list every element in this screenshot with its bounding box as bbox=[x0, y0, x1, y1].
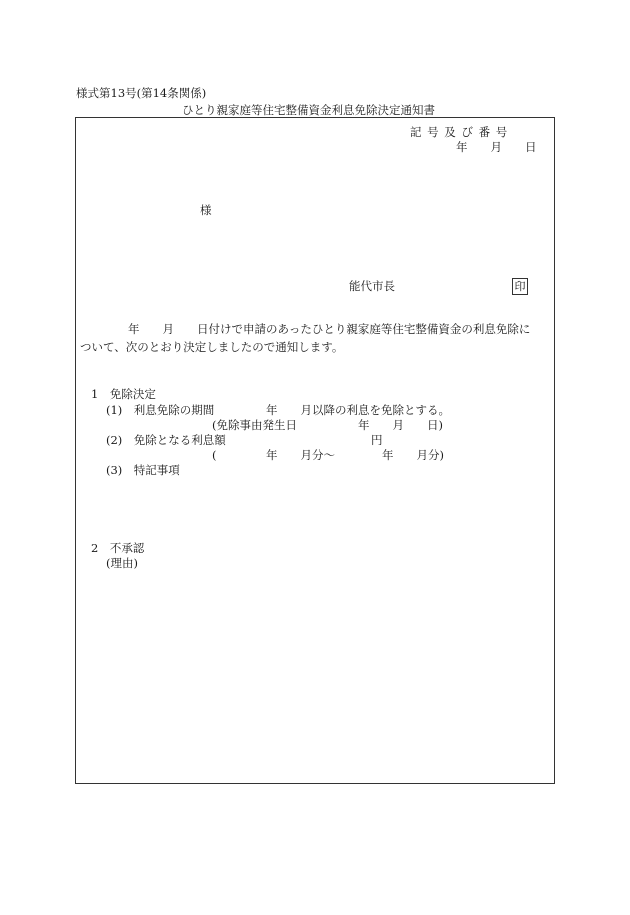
item2-unit: 円 bbox=[371, 433, 383, 447]
form-label: 様式第13号(第14条関係) bbox=[76, 86, 207, 100]
item1-text: 年 月以降の利息を免除とする。 bbox=[266, 403, 450, 417]
body-line-2: ついて、次のとおり決定しましたので通知します。 bbox=[80, 340, 344, 354]
document-title: ひとり親家庭等住宅整備資金利息免除決定通知書 bbox=[182, 103, 435, 117]
body-line-1: 年 月 日付けで申請のあったひとり親家庭等住宅整備資金の利息免除に bbox=[128, 322, 531, 336]
item2-sub-from: 年 月分〜 bbox=[266, 448, 335, 462]
item2-sub-open: ( bbox=[212, 448, 217, 462]
date-label: 年 月 日 bbox=[456, 140, 537, 154]
addressee-suffix: 様 bbox=[200, 203, 212, 217]
item1-label: (1) 利息免除の期間 bbox=[106, 403, 215, 417]
item2-sub-to: 年 月分) bbox=[382, 448, 444, 462]
item3-label: (3) 特記事項 bbox=[106, 463, 180, 477]
section1-heading: 1 免除決定 bbox=[91, 387, 156, 401]
item2-label: (2) 免除となる利息額 bbox=[106, 433, 226, 447]
section2-heading: 2 不承認 bbox=[91, 541, 145, 555]
item1-sub-date: 年 月 日) bbox=[358, 418, 443, 432]
seal-label: 印 bbox=[512, 278, 528, 295]
issuer-name: 能代市長 bbox=[349, 279, 395, 293]
item1-sub-label: (免除事由発生日 bbox=[212, 418, 297, 432]
record-number-label: 記 号 及 び 番 号 bbox=[410, 125, 509, 139]
seal-mark bbox=[512, 278, 528, 295]
reason-label: (理由) bbox=[106, 556, 138, 570]
